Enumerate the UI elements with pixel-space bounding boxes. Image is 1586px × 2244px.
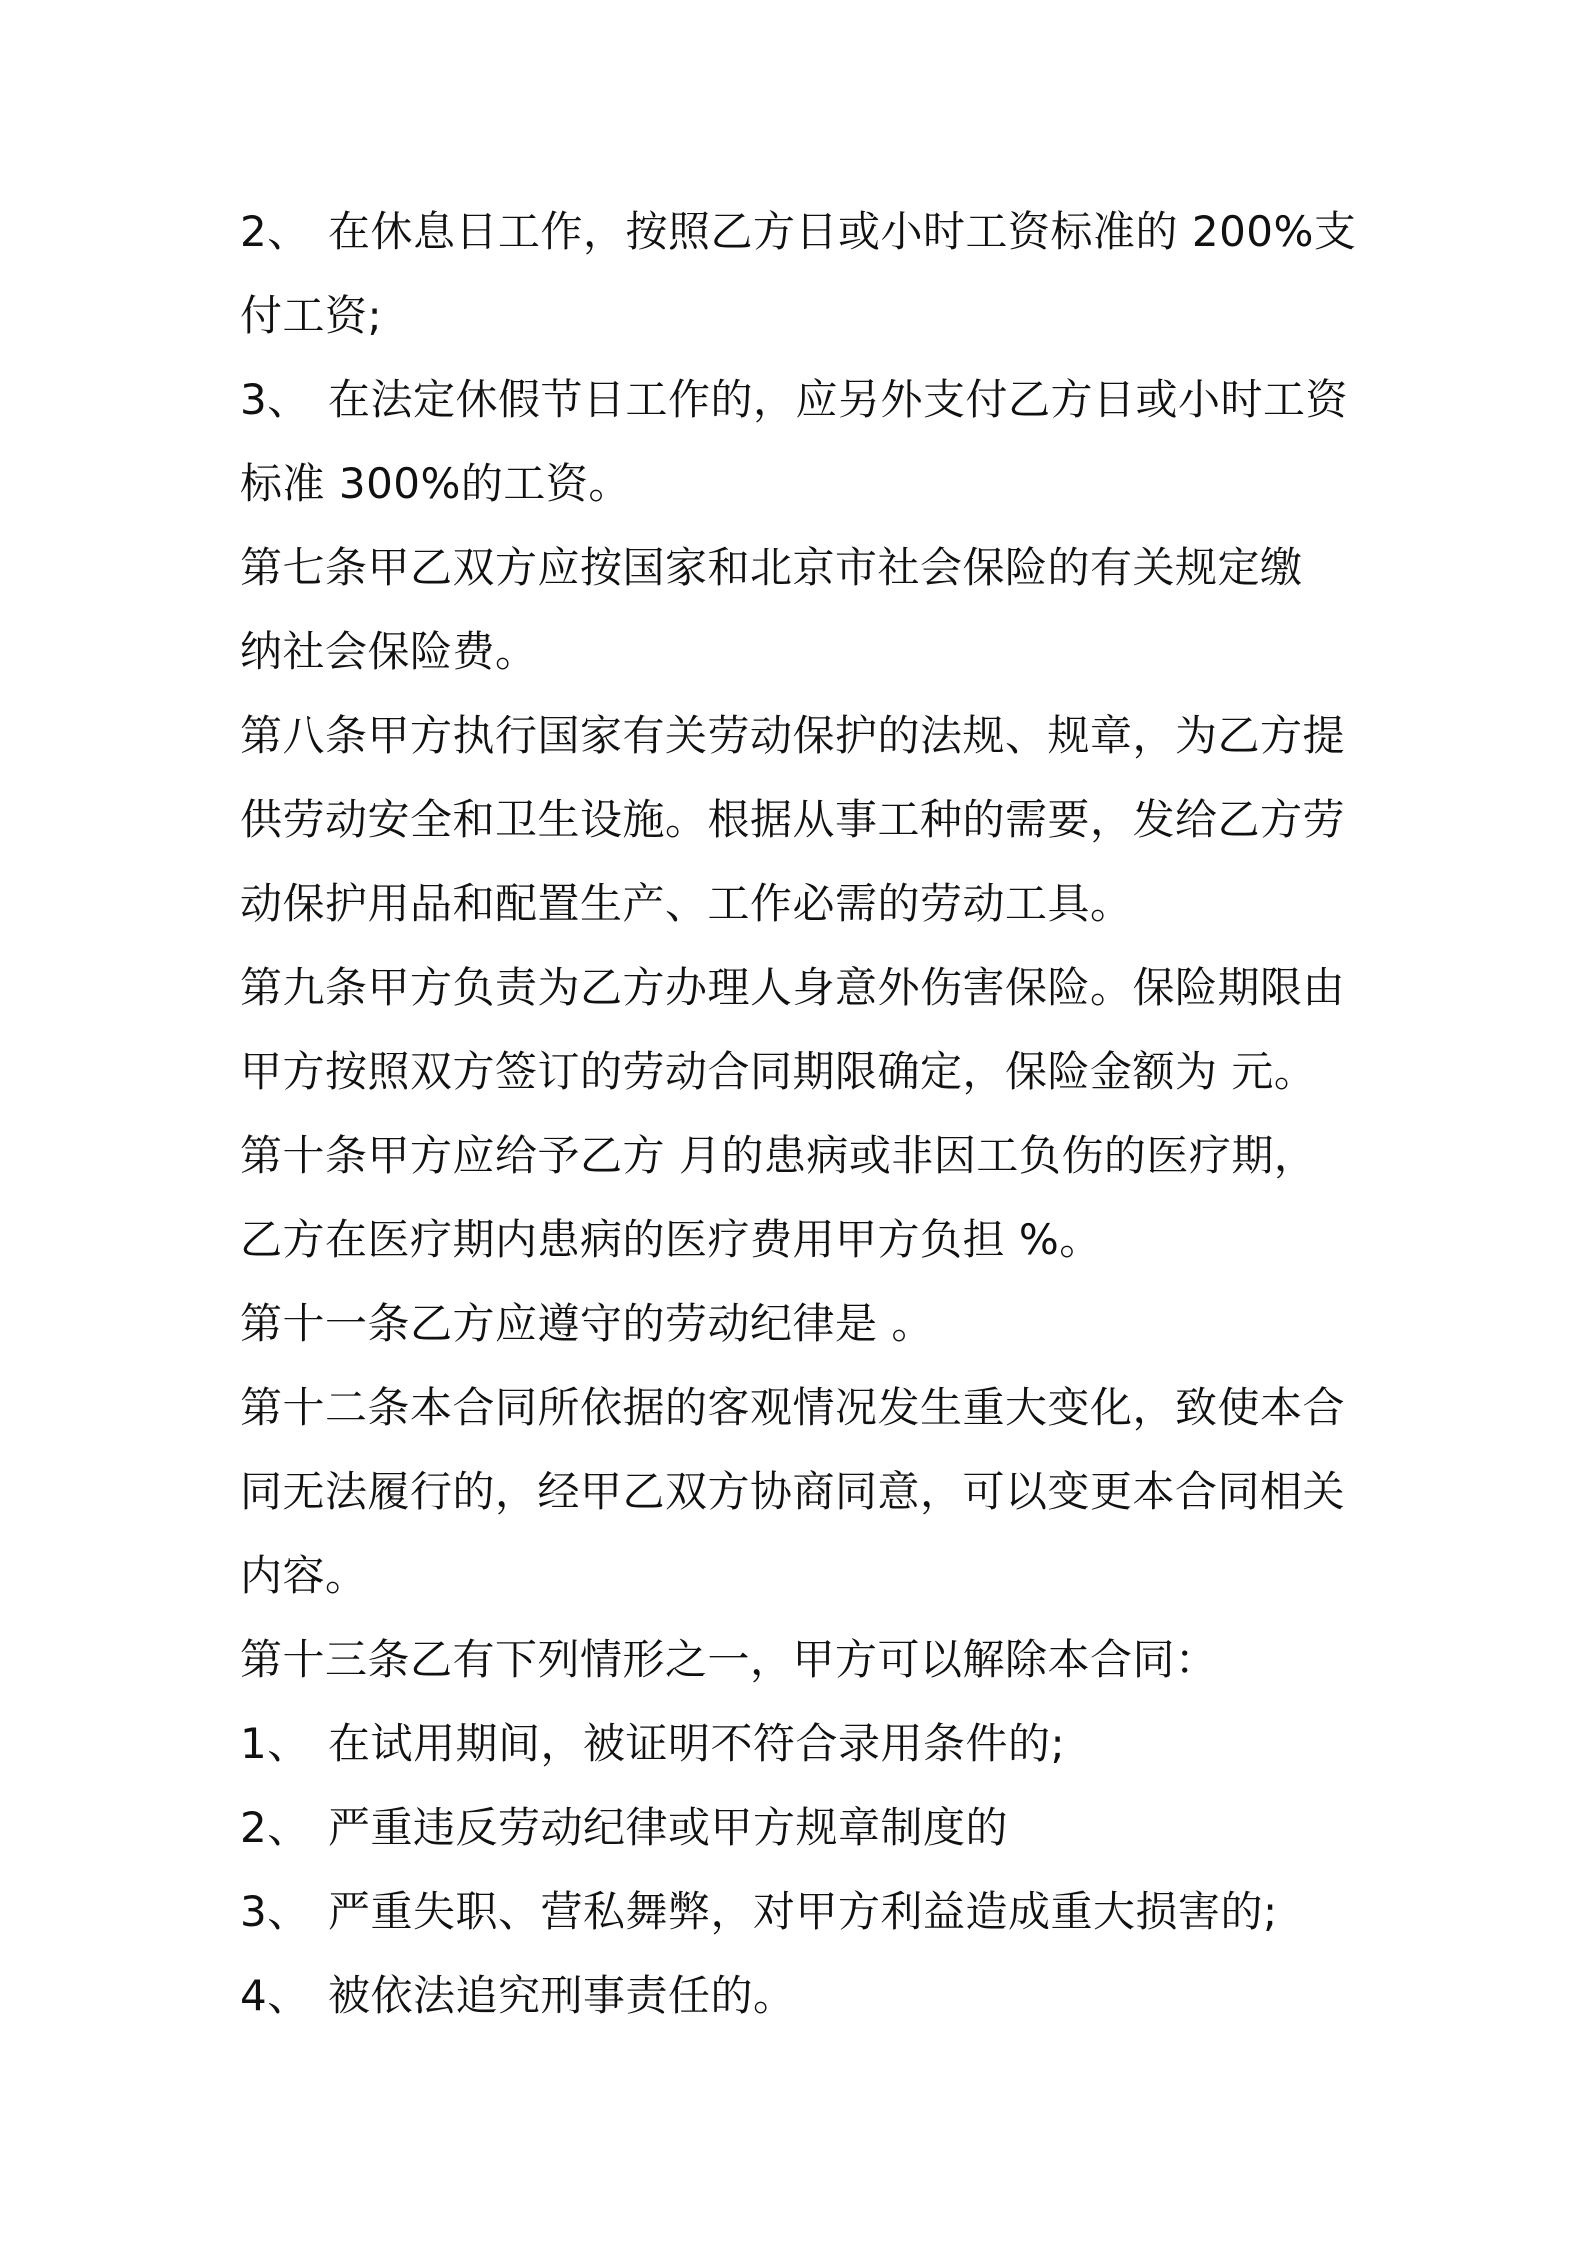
paragraph-text: 在休息日工作，按照乙方日或小时工资标准的 200%支 [328,207,1357,256]
article-9-line [240,1030,1360,1114]
list-item-2-overtime-rest-day [240,190,1360,274]
paragraph-line [240,274,1360,358]
list-item-3-overtime-holiday [240,358,1360,442]
article-12-line [240,1366,1360,1450]
paragraph-text: 被依法追究刑事责任的。 [328,1971,796,2020]
paragraph-text: 内容。 [240,1551,368,1600]
paragraph-text: 第七条甲乙双方应按国家和北京市社会保险的有关规定缴 [240,543,1303,592]
list-number: 2、 [240,207,310,256]
paragraph-text: 第十条甲方应给予乙方 月的患病或非因工负伤的医疗期， [240,1131,1317,1180]
article-10-line [240,1114,1360,1198]
paragraph-text: 乙方在医疗期内患病的医疗费用甲方负担 %。 [240,1215,1102,1264]
paragraph-text: 付工资; [240,291,383,340]
list-number: 4、 [240,1971,310,2020]
paragraph-text: 标准 300%的工资。 [240,459,631,508]
article-12-line [240,1450,1360,1534]
paragraph-text: 严重违反劳动纪律或甲方规章制度的 [328,1803,1009,1852]
article-12-line [240,1534,1360,1618]
paragraph-text: 同无法履行的，经甲乙双方协商同意，可以变更本合同相关 [240,1467,1346,1516]
paragraph-text: 第十一条乙方应遵守的劳动纪律是 。 [240,1299,934,1348]
list-number: 3、 [240,375,310,424]
article-9-line [240,946,1360,1030]
paragraph-text: 纳社会保险费。 [240,627,538,676]
paragraph-text: 第八条甲方执行国家有关劳动保护的法规、规章，为乙方提 [240,711,1346,760]
article-7-line [240,526,1360,610]
article-8-line [240,694,1360,778]
list-number: 3、 [240,1887,310,1936]
list-item-4-criminal [240,1954,1360,2038]
article-7-line [240,610,1360,694]
article-8-line [240,862,1360,946]
list-number: 1、 [240,1719,310,1768]
list-number: 2、 [240,1803,310,1852]
list-item-2-discipline [240,1786,1360,1870]
paragraph-text: 第九条甲方负责为乙方办理人身意外伤害保险。保险期限由 [240,963,1346,1012]
paragraph-text: 动保护用品和配置生产、工作必需的劳动工具。 [240,879,1133,928]
paragraph-text: 甲方按照双方签订的劳动合同期限确定，保险金额为 元。 [240,1047,1317,1096]
list-item-3-misconduct [240,1870,1360,1954]
article-13-line [240,1618,1360,1702]
paragraph-text: 第十三条乙有下列情形之一，甲方可以解除本合同： [240,1635,1218,1684]
document-body [240,190,1360,2038]
paragraph-text: 供劳动安全和卫生设施。根据从事工种的需要，发给乙方劳 [240,795,1346,844]
paragraph-text: 在法定休假节日工作的，应另外支付乙方日或小时工资 [328,375,1349,424]
article-8-line [240,778,1360,862]
paragraph-line [240,442,1360,526]
article-11-line [240,1282,1360,1366]
list-item-1-probation [240,1702,1360,1786]
paragraph-text: 严重失职、营私舞弊，对甲方利益造成重大损害的; [328,1887,1278,1936]
paragraph-text: 第十二条本合同所依据的客观情况发生重大变化，致使本合 [240,1383,1346,1432]
paragraph-text: 在试用期间，被证明不符合录用条件的; [328,1719,1066,1768]
article-10-line [240,1198,1360,1282]
